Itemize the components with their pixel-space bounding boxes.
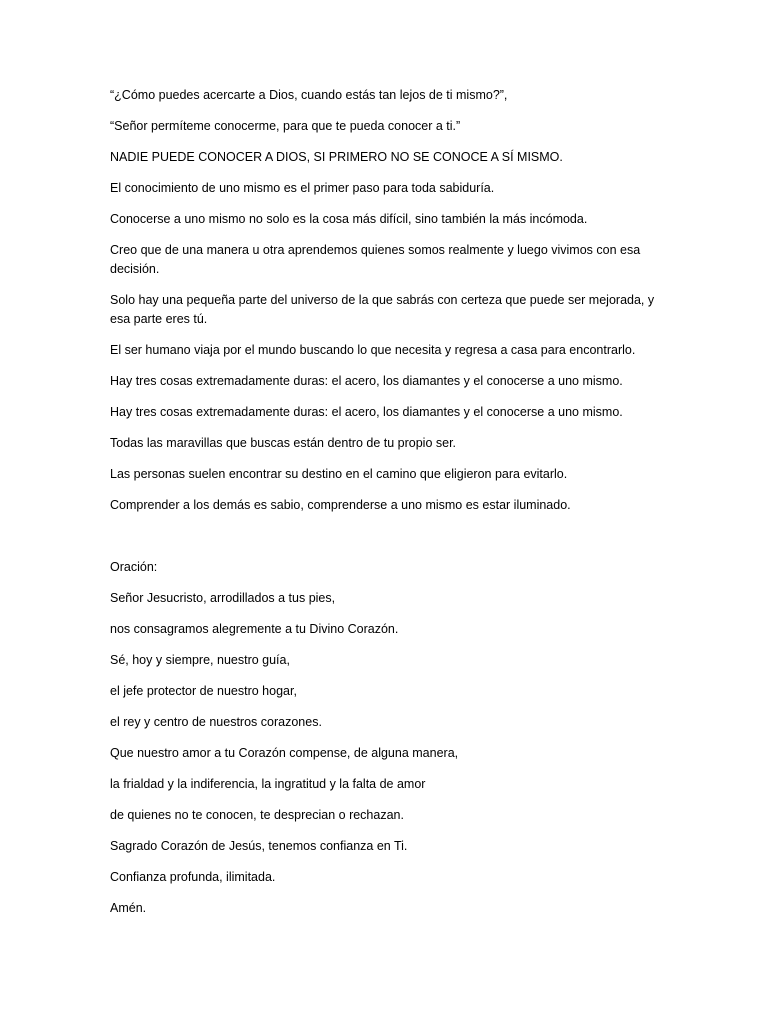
- prayer-line-3: Sé, hoy y siempre, nuestro guía,: [110, 653, 290, 667]
- quote-11: Todas las maravillas que buscas están dentro de tu propio ser.: [110, 436, 457, 450]
- prayer-line-1: Señor Jesucristo, arrodillados a tus pies,: [110, 591, 336, 605]
- quote-5: Conocerse a uno mismo no solo es la cosa más difícil, sino también la más incómoda.: [110, 212, 588, 226]
- prayer-line-6: Que nuestro amor a tu Corazón compense, de alguna manera,: [110, 746, 459, 760]
- prayer-line-7: la frialdad y la indiferencia, la ingratitud y la falta de amor: [110, 777, 426, 791]
- quote-3: NADIE PUEDE CONOCER A DIOS, SI PRIMERO NO SE CONOCE A SÍ MISMO.: [110, 150, 563, 164]
- prayer-line-8: de quienes no te conocen, te desprecian o rechazan.: [110, 808, 404, 822]
- quote-13: Comprender a los demás es sabio, comprenderse a uno mismo es estar iluminado.: [110, 498, 571, 512]
- prayer-line-11: Amén.: [110, 901, 147, 915]
- quote-10: Hay tres cosas extremadamente duras: el acero, los diamantes y el conocerse a uno mismo.: [110, 405, 623, 419]
- quote-4: El conocimiento de uno mismo es el primer paso para toda sabiduría.: [110, 181, 495, 195]
- quote-2: “Señor permíteme conocerme, para que te pueda conocer a ti.”: [110, 119, 461, 133]
- prayer-heading: Oración:: [110, 560, 158, 574]
- prayer-line-5: el rey y centro de nuestros corazones.: [110, 715, 322, 729]
- quote-8: El ser humano viaja por el mundo buscando lo que necesita y regresa a casa para encontrarlo.: [110, 343, 636, 357]
- prayer-line-9: Sagrado Corazón de Jesús, tenemos confianza en Ti.: [110, 839, 408, 853]
- prayer-line-2: nos consagramos alegremente a tu Divino Corazón.: [110, 622, 399, 636]
- quote-7: Solo hay una pequeña parte del universo de la que sabrás con certeza que puede ser mejorada, y esa parte eres tú.: [110, 293, 655, 326]
- quote-12: Las personas suelen encontrar su destino en el camino que eligieron para evitarlo.: [110, 467, 568, 481]
- prayer-line-10: Confianza profunda, ilimitada.: [110, 870, 276, 884]
- section-gap: [110, 527, 665, 558]
- document-body: [110, 86, 665, 930]
- quote-6: Creo que de una manera u otra aprendemos quienes somos realmente y luego vivimos con esa decisión.: [110, 243, 641, 276]
- quote-1: “¿Cómo puedes acercarte a Dios, cuando estás tan lejos de ti mismo?”,: [110, 88, 508, 102]
- prayer-line-4: el jefe protector de nuestro hogar,: [110, 684, 297, 698]
- quote-9: Hay tres cosas extremadamente duras: el acero, los diamantes y el conocerse a uno mismo.: [110, 374, 623, 388]
